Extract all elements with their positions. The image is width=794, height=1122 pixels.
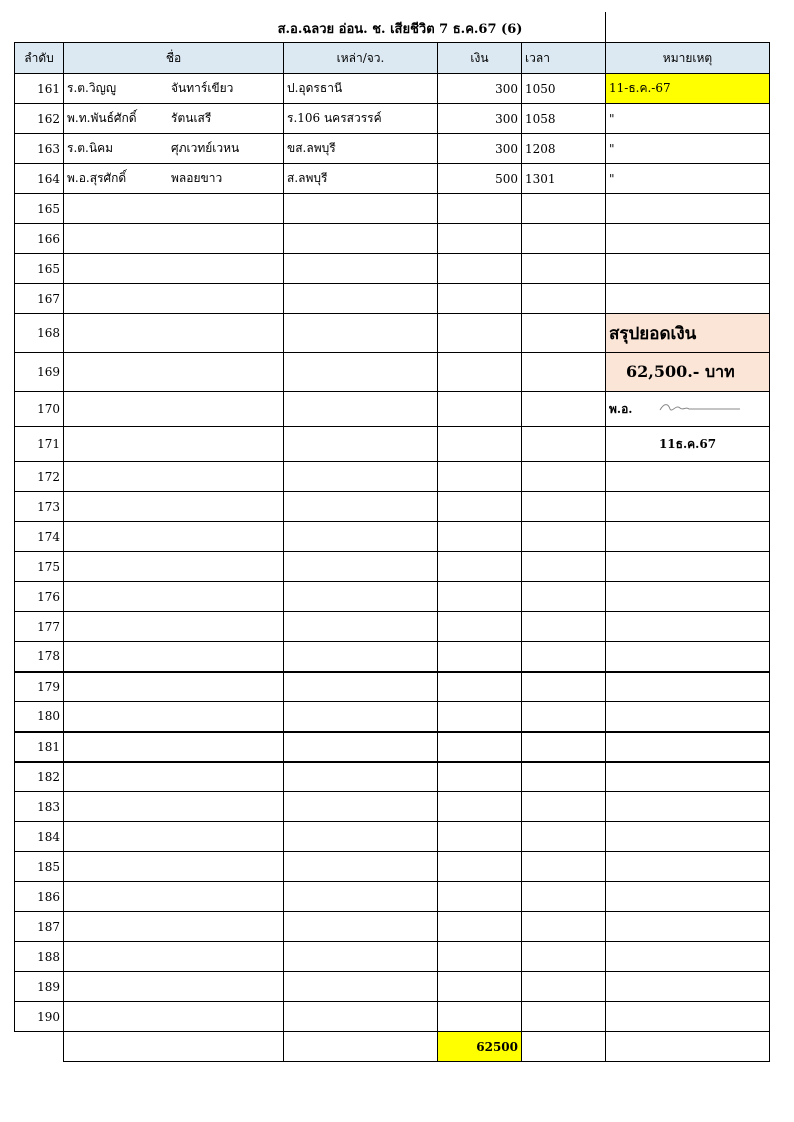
table-row <box>15 582 770 612</box>
table-row <box>15 314 770 353</box>
total-money: 62500 <box>438 1032 522 1062</box>
row-time: 1301 <box>522 164 606 194</box>
table-row <box>15 702 770 732</box>
table-row <box>15 392 770 427</box>
table-row <box>15 672 770 702</box>
summary-date: 11ธ.ค.67 <box>606 427 770 462</box>
row-no: 180 <box>15 702 64 732</box>
row-no: 189 <box>15 972 64 1002</box>
total-row <box>15 1032 770 1062</box>
table-row <box>15 822 770 852</box>
table-row <box>15 612 770 642</box>
row-name <box>64 74 284 104</box>
row-time: 1050 <box>522 74 606 104</box>
row-last-name: ศุภเวทย์เวหน <box>171 141 240 155</box>
row-no: 188 <box>15 942 64 972</box>
row-no: 185 <box>15 852 64 882</box>
row-last-name: รัตนเสรี <box>171 111 212 125</box>
table-row <box>15 762 770 792</box>
row-unit: ส.ลพบุรี <box>284 164 438 194</box>
row-no: 175 <box>15 552 64 582</box>
table-row <box>15 134 770 164</box>
row-time: 1208 <box>522 134 606 164</box>
header-money: เงิน <box>438 43 522 74</box>
row-name <box>64 104 284 134</box>
table-row <box>15 284 770 314</box>
row-money: 300 <box>438 104 522 134</box>
row-no: 183 <box>15 792 64 822</box>
header-no: ลำดับ <box>15 43 64 74</box>
row-no: 167 <box>15 284 64 314</box>
condolence-table <box>14 42 770 1062</box>
summary-label: สรุปยอดเงิน <box>606 314 770 353</box>
table-row <box>15 254 770 284</box>
row-no: 181 <box>15 732 64 762</box>
row-no: 190 <box>15 1002 64 1032</box>
table-row <box>15 164 770 194</box>
row-name <box>64 134 284 164</box>
row-no: 174 <box>15 522 64 552</box>
table-row <box>15 427 770 462</box>
row-no: 177 <box>15 612 64 642</box>
row-money: 300 <box>438 134 522 164</box>
row-note: " <box>606 164 770 194</box>
table-row <box>15 972 770 1002</box>
table-row <box>15 1002 770 1032</box>
row-note: " <box>606 134 770 164</box>
title-divider <box>605 12 606 43</box>
row-last-name: พลอยขาว <box>171 171 223 185</box>
table-row <box>15 642 770 672</box>
row-no: 163 <box>15 134 64 164</box>
sheet-title: ส.อ.ฉลวย อ่อน. ช. เสียชีวิต 7 ธ.ค.67 (6) <box>277 22 523 37</box>
header-row <box>15 43 770 74</box>
signature-image <box>658 401 742 418</box>
row-no: 173 <box>15 492 64 522</box>
table-row <box>15 942 770 972</box>
summary-amount: 62,500.- บาท <box>606 353 770 392</box>
row-name <box>64 164 284 194</box>
table-row <box>15 74 770 104</box>
header-unit: เหล่า/จว. <box>284 43 438 74</box>
row-rank-first-name: ร.ต.วิญญู <box>67 81 117 95</box>
header-note: หมายเหตุ <box>606 43 770 74</box>
row-no: 168 <box>15 314 64 353</box>
table-row <box>15 912 770 942</box>
row-no: 172 <box>15 462 64 492</box>
row-note: " <box>606 104 770 134</box>
table-row <box>15 522 770 552</box>
table-row <box>15 792 770 822</box>
row-no: 166 <box>15 224 64 254</box>
row-no: 182 <box>15 762 64 792</box>
header-time: เวลา <box>522 43 606 74</box>
table-row <box>15 462 770 492</box>
row-no: 164 <box>15 164 64 194</box>
table-row <box>15 353 770 392</box>
row-money: 500 <box>438 164 522 194</box>
row-rank-first-name: พ.ท.พันธ์ศักดิ์ <box>67 111 137 125</box>
row-no: 184 <box>15 822 64 852</box>
table-row <box>15 552 770 582</box>
row-time: 1058 <box>522 104 606 134</box>
row-no: 165 <box>15 194 64 224</box>
table-row <box>15 104 770 134</box>
table-row <box>15 224 770 254</box>
row-rank-first-name: ร.ต.นิคม <box>67 141 114 155</box>
table-row <box>15 492 770 522</box>
row-note: 11-ธ.ค.-67 <box>606 74 770 104</box>
row-money: 300 <box>438 74 522 104</box>
row-rank-first-name: พ.อ.สุรศักดิ์ <box>67 171 127 185</box>
row-no: 171 <box>15 427 64 462</box>
row-no: 170 <box>15 392 64 427</box>
table-row <box>15 732 770 762</box>
table-row <box>15 194 770 224</box>
row-unit: ป.อุดรธานี <box>284 74 438 104</box>
row-no: 179 <box>15 672 64 702</box>
row-unit: ขส.ลพบุรี <box>284 134 438 164</box>
row-unit: ร.106 นครสวรรค์ <box>284 104 438 134</box>
table-row <box>15 882 770 912</box>
row-no: 165 <box>15 254 64 284</box>
table-row <box>15 852 770 882</box>
row-last-name: จันทาร์เขียว <box>171 81 234 95</box>
row-no: 187 <box>15 912 64 942</box>
header-name: ชื่อ <box>64 43 284 74</box>
row-no: 176 <box>15 582 64 612</box>
signer-prefix: พ.อ. <box>609 401 633 416</box>
row-no: 162 <box>15 104 64 134</box>
row-no: 169 <box>15 353 64 392</box>
signature-cell <box>606 392 770 427</box>
row-no: 186 <box>15 882 64 912</box>
row-no: 161 <box>15 74 64 104</box>
row-no: 178 <box>15 642 64 672</box>
